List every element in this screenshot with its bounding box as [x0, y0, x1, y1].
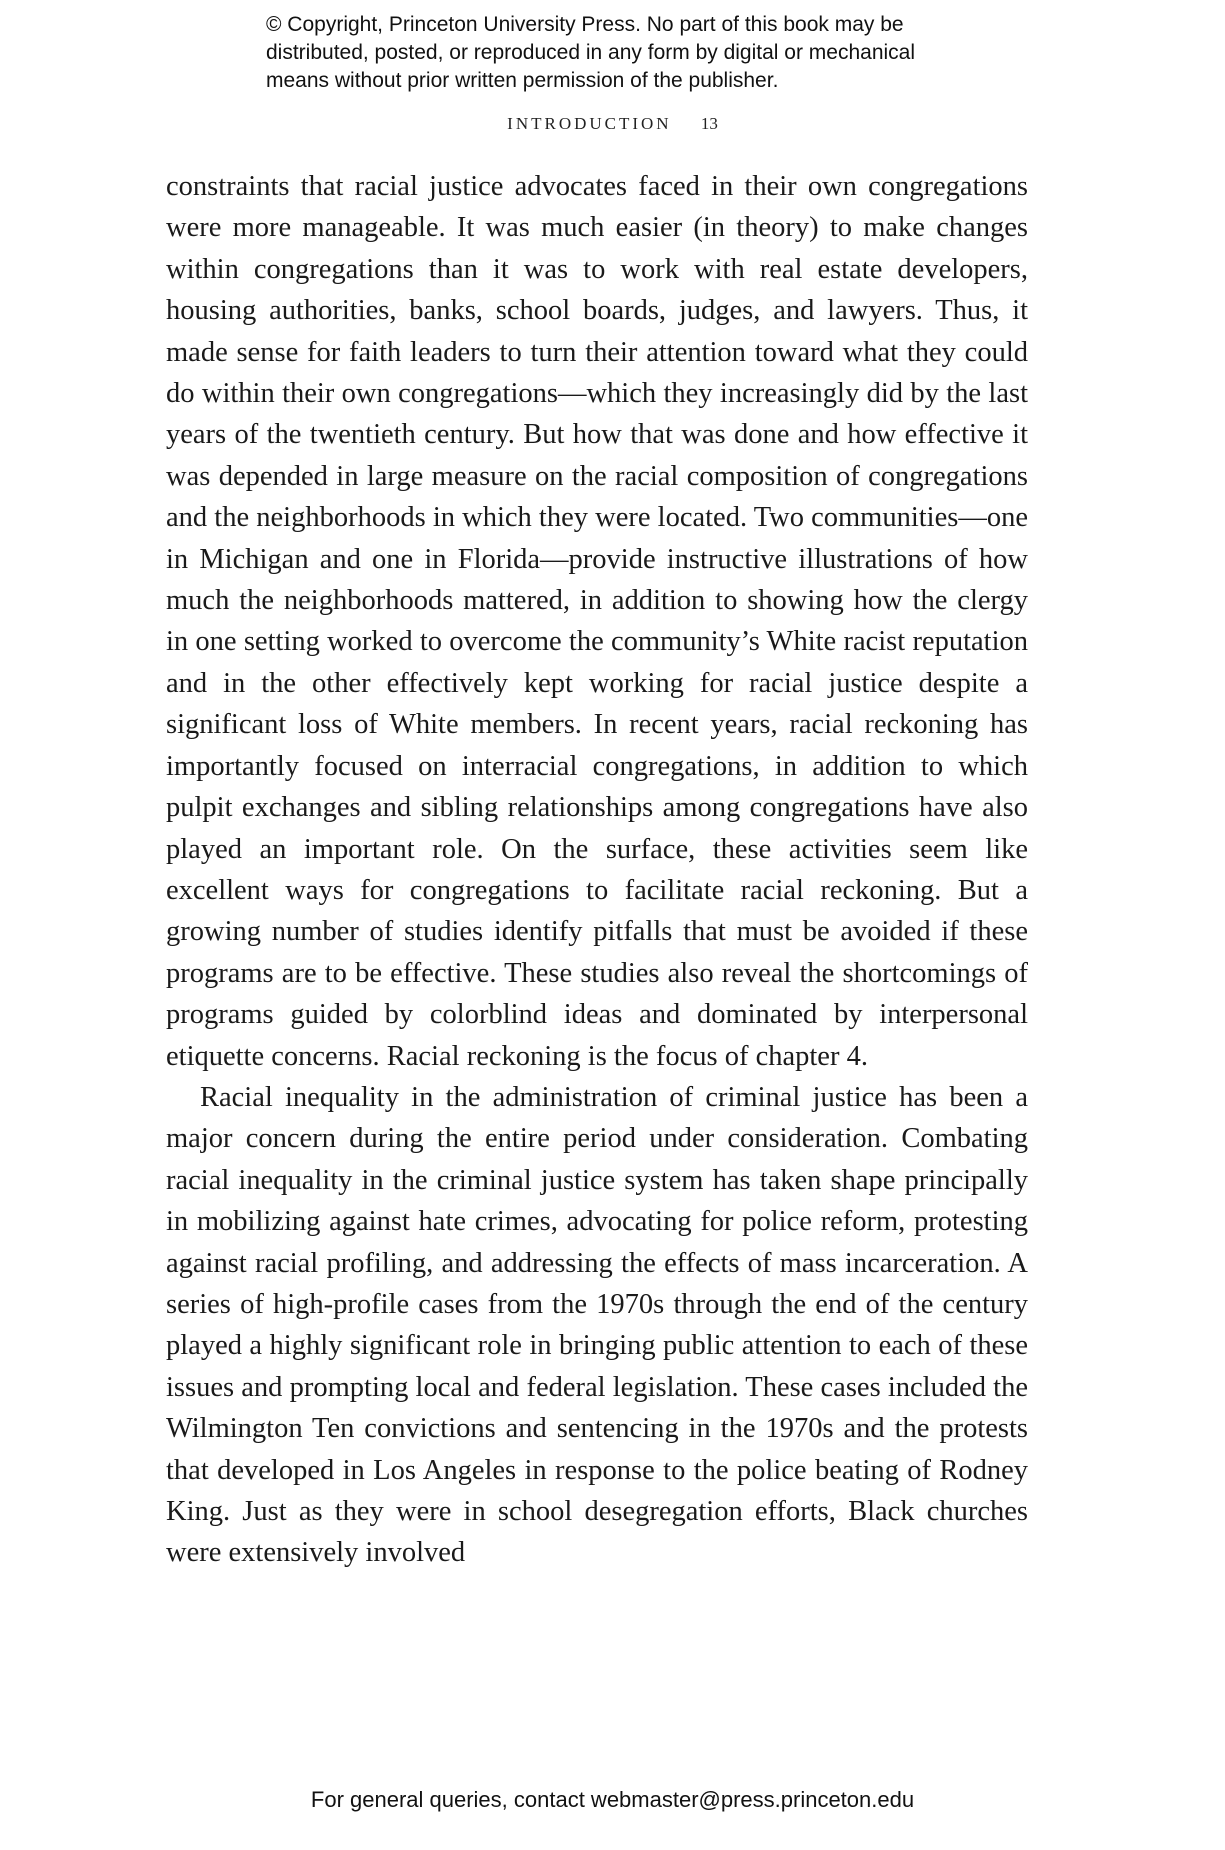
copyright-line-1: © Copyright, Princeton University Press. No part of this book may be	[266, 13, 904, 36]
running-head	[0, 114, 1225, 134]
footer-contact: For general queries, contact webmaster@press.princeton.edu	[310, 1787, 915, 1812]
copyright-line-2: distributed, posted, or reproduced in any form by digital or mechanical	[266, 41, 916, 64]
body-text	[166, 166, 1028, 1574]
paragraph-1: constraints that racial justice advocates faced in their own congregations were more manageable. It was much easier (in theory) to make changes within congregations than it was to work with real estate developers, housing authorities, banks, school boards, judges, and lawyers. Thus, it made sense for faith leaders to turn their attention toward what they could do within their own congregations—which they increasingly did by the last years of the twentieth century. But how that was done and how effective it was depended in large measure on the racial composition of congregations and the neighborhoods in which they were located. Two communities—one in Michigan and one in Florida—provide instructive illustrations of how much the neighborhoods mattered, in addition to showing how the clergy in one setting worked to overcome the community’s White racist reputation and in the other effectively kept working for racial justice despite a significant loss of White members. In recent years, racial reckoning has importantly focused on interracial congregations, in addition to which pulpit exchanges and sibling relationships among congregations have also played an important role. On the surface, these activities seem like excellent ways for congregations to facilitate racial reckoning. But a growing number of studies identify pitfalls that must be avoided if these programs are to be effective. These studies also reveal the shortcomings of programs guided by colorblind ideas and dominated by interpersonal etiquette concerns. Racial reckoning is the focus of chapter 4.	[166, 171, 1028, 1072]
copyright-line-3: means without prior written permission of the publisher.	[266, 69, 779, 92]
running-head-title: INTRODUCTION	[507, 114, 672, 133]
page-number: 13	[700, 114, 718, 133]
paragraph-2: Racial inequality in the administration of criminal justice has been a major concern during the entire period under consideration. Combating racial inequality in the criminal justice system has taken shape principally in mobilizing against hate crimes, advocating for police reform, protesting against racial profiling, and addressing the effects of mass incarceration. A series of high-profile cases from the 1970s through the end of the century played a highly significant role in bringing public attention to each of these issues and prompting local and federal legislation. These cases included the Wilmington Ten convictions and sentencing in the 1970s and the protests that developed in Los Angeles in response to the police beating of Rodney King. Just as they were in school desegregation efforts, Black churches were extensively involved	[166, 1081, 1028, 1569]
copyright-notice	[266, 11, 1026, 95]
